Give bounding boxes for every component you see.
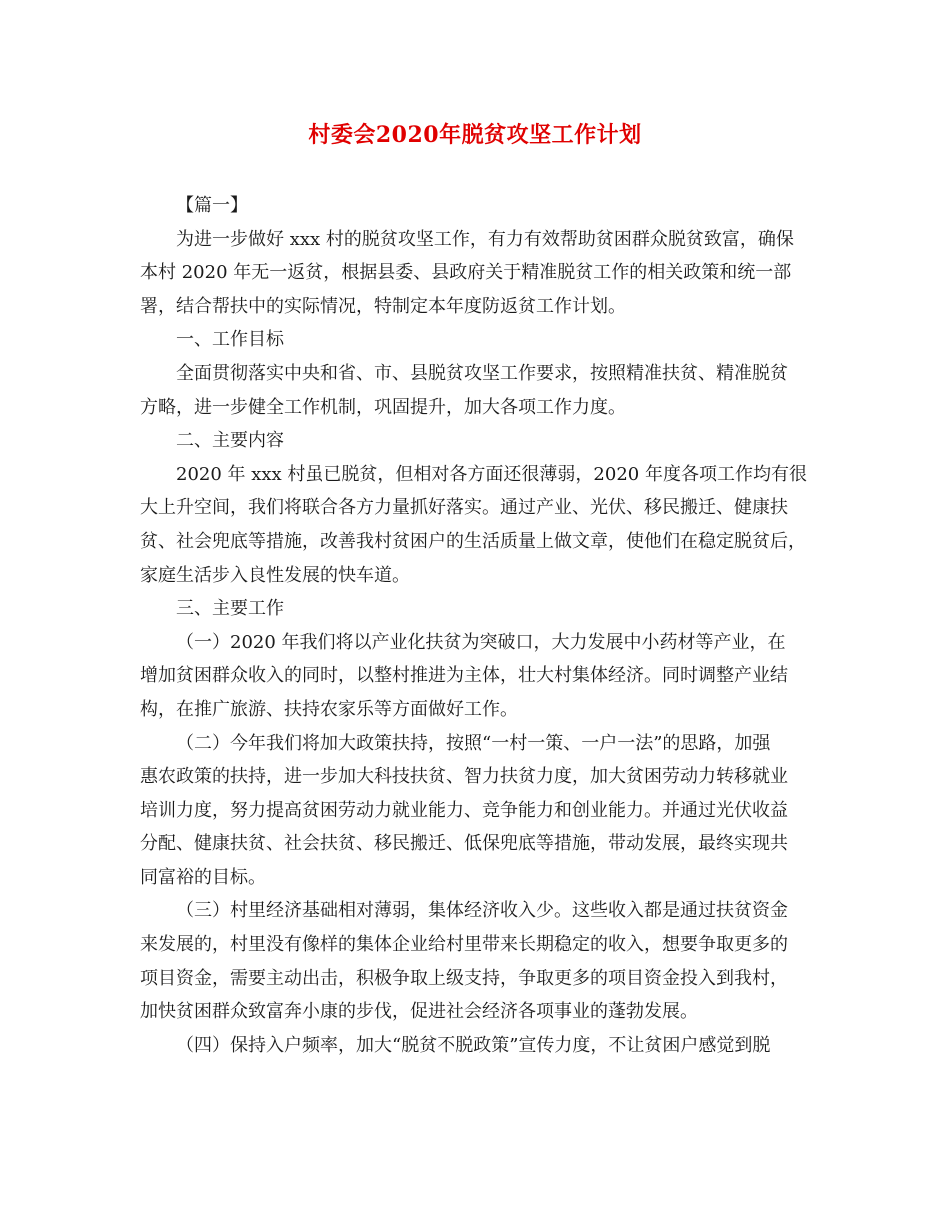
document-line: （四）保持入户频率，加大“脱贫不脱政策”宣传力度，不让贫困户感觉到脱 xyxy=(176,1034,771,1056)
document-line: 全面贯彻落实中央和省、市、县脱贫攻坚工作要求，按照精准扶贫、精准脱贫 xyxy=(176,362,788,384)
document-line: 增加贫困群众收入的同时，以整村推进为主体，壮大村集体经济。同时调整产业结 xyxy=(140,665,788,687)
document-line: 来发展的，村里没有像样的集体企业给村里带来长期稳定的收入，想要争取更多的 xyxy=(140,934,788,956)
document-line: 方略，进一步健全工作机制，巩固提升，加大各项工作力度。 xyxy=(140,396,626,418)
document-line: 署，结合帮扶中的实际情况，特制定本年度防返贫工作计划。 xyxy=(140,295,626,317)
document-line: 贫、社会兜底等措施，改善我村贫困户的生活质量上做文章，使他们在稳定脱贫后， xyxy=(140,530,806,552)
document-line: 2020 年 xxx 村虽已脱贫，但相对各方面还很薄弱，2020 年度各项工作均有很 xyxy=(176,463,807,485)
document-line: 惠农政策的扶持，进一步加大科技扶贫、智力扶贫力度，加大贫困劳动力转移就业 xyxy=(140,766,788,788)
document-line: 【篇一】 xyxy=(176,195,248,216)
document-line: 三、主要工作 xyxy=(176,598,284,620)
document-line: 家庭生活步入良性发展的快车道。 xyxy=(140,564,410,586)
document-line: 一、工作目标 xyxy=(176,329,284,351)
document-line: 大上升空间，我们将联合各方力量抓好落实。通过产业、光伏、移民搬迁、健康扶 xyxy=(140,497,788,519)
document-line: 分配、健康扶贫、社会扶贫、移民搬迁、低保兜底等措施，带动发展，最终实现共 xyxy=(140,833,788,855)
document-title: 村委会2020年脱贫攻坚工作计划 xyxy=(308,122,642,148)
document-line: 项目资金，需要主动出击，积极争取上级支持，争取更多的项目资金投入到我村， xyxy=(140,967,788,989)
document-line: （三）村里经济基础相对薄弱，集体经济收入少。这些收入都是通过扶贫资金 xyxy=(176,900,788,922)
document-line: （二）今年我们将加大政策扶持，按照“一村一策、一户一法”的思路，加强 xyxy=(176,732,771,754)
document-line: 为进一步做好 xxx 村的脱贫攻坚工作，有力有效帮助贫困群众脱贫致富，确保 xyxy=(176,228,794,250)
document-line: （一）2020 年我们将以产业化扶贫为突破口，大力发展中小药材等产业，在 xyxy=(176,631,786,653)
document-line: 构，在推广旅游、扶持农家乐等方面做好工作。 xyxy=(140,698,518,720)
document-line: 加快贫困群众致富奔小康的步伐，促进社会经济各项事业的蓬勃发展。 xyxy=(140,1001,698,1023)
document-line: 同富裕的目标。 xyxy=(140,866,266,888)
document-line: 培训力度，努力提高贫困劳动力就业能力、竞争能力和创业能力。并通过光伏收益 xyxy=(140,799,788,821)
document-line: 本村 2020 年无一返贫，根据县委、县政府关于精准脱贫工作的相关政策和统一部 xyxy=(140,262,792,284)
document-line: 二、主要内容 xyxy=(176,430,284,452)
document-body xyxy=(140,189,822,1062)
